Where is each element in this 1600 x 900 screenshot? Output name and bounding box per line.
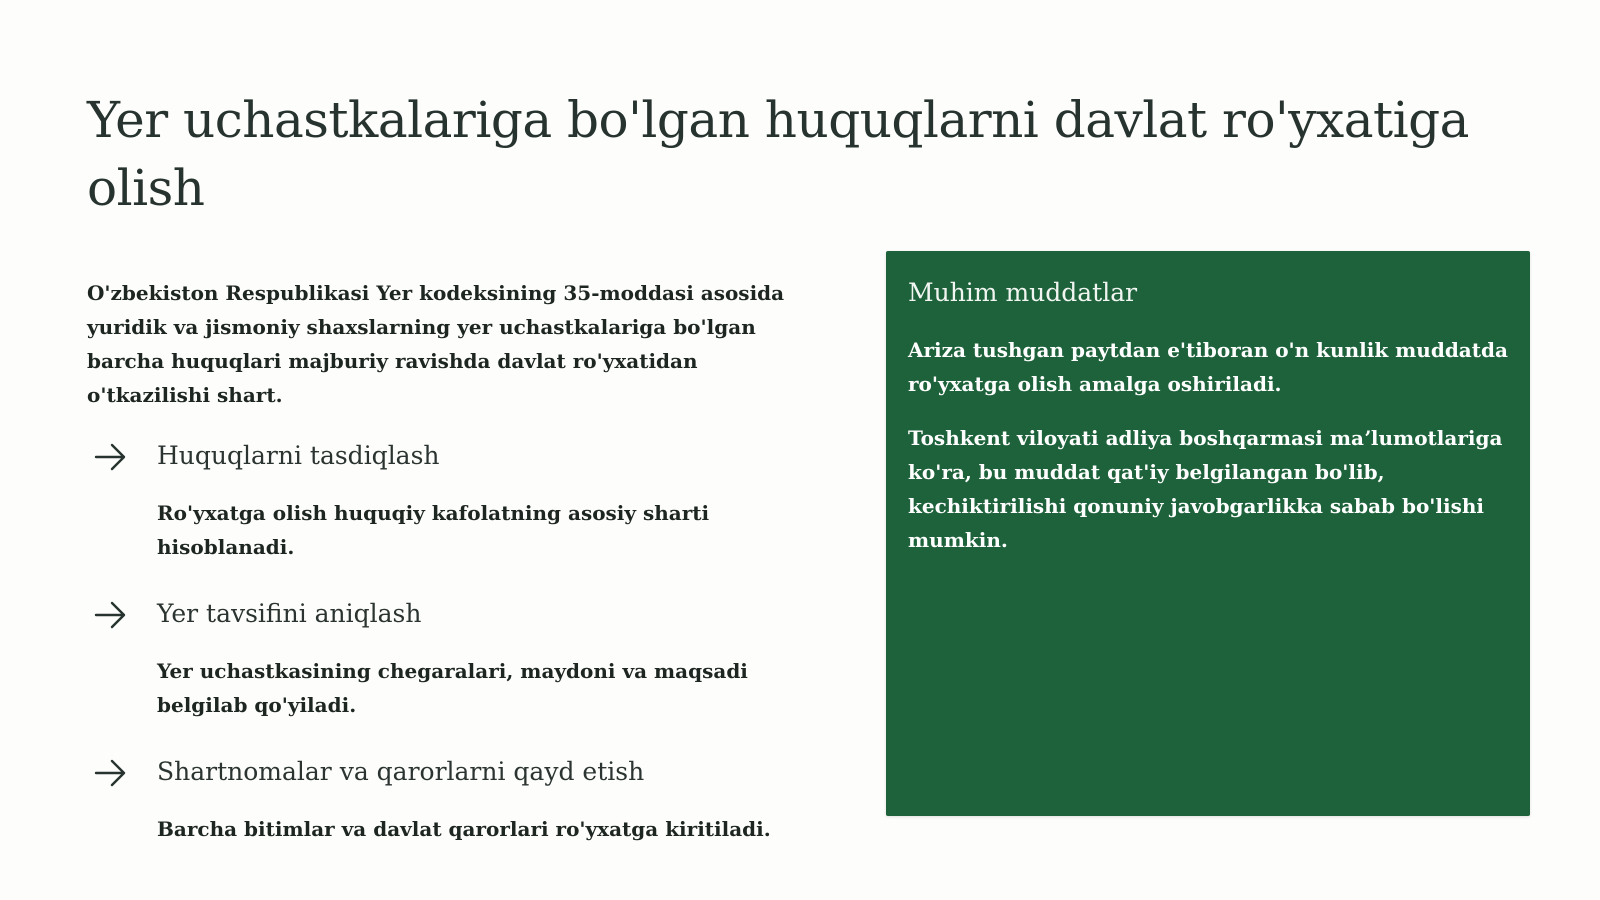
- arrow-right-icon: [93, 598, 127, 632]
- list-item-description: Ro'yxatga olish huquqiy kafolatning asosiy sharti hisoblanadi.: [157, 501, 710, 559]
- content-column: [87, 276, 827, 846]
- list-item-title: Shartnomalar va qarorlarni qayd etish: [157, 757, 645, 786]
- list-item-land-description: [87, 596, 827, 722]
- panel-title: Muhim muddatlar: [908, 278, 1138, 307]
- list-item-contracts-registration: [87, 754, 827, 846]
- panel-paragraph: Toshkent viloyati adliya boshqarmasi maʼlumotlariga ko'ra, bu muddat qat'iy belgilangan bo'lib, kechiktirilishi qonuniy javobgarlikka sabab bo'lishi mumkin.: [908, 426, 1503, 552]
- page-title: Yer uchastkalariga bo'lgan huquqlarni davlat ro'yxatiga olish: [87, 91, 1469, 217]
- list-item-rights-confirmation: [87, 438, 827, 564]
- intro-paragraph: O'zbekiston Respublikasi Yer kodeksining 35-moddasi asosida yuridik va jismoniy shaxslarning yer uchastkalariga bo'lgan barcha huquqlari majburiy ravishda davlat ro'yxatidan o'tkazilishi shart.: [87, 281, 785, 407]
- arrow-right-icon: [93, 756, 127, 790]
- list-item-title: Huquqlarni tasdiqlash: [157, 441, 440, 470]
- list-item-description: Yer uchastkasining chegaralari, maydoni va maqsadi belgilab qo'yiladi.: [157, 659, 748, 717]
- list-item-title: Yer tavsifini aniqlash: [157, 599, 422, 628]
- arrow-right-icon: [93, 440, 127, 474]
- deadlines-panel: [886, 251, 1530, 816]
- list-item-description: Barcha bitimlar va davlat qarorlari ro'yxatga kiritiladi.: [157, 817, 771, 841]
- panel-paragraph: Ariza tushgan paytdan e'tiboran o'n kunlik muddatda ro'yxatga olish amalga oshiriladi.: [908, 338, 1508, 396]
